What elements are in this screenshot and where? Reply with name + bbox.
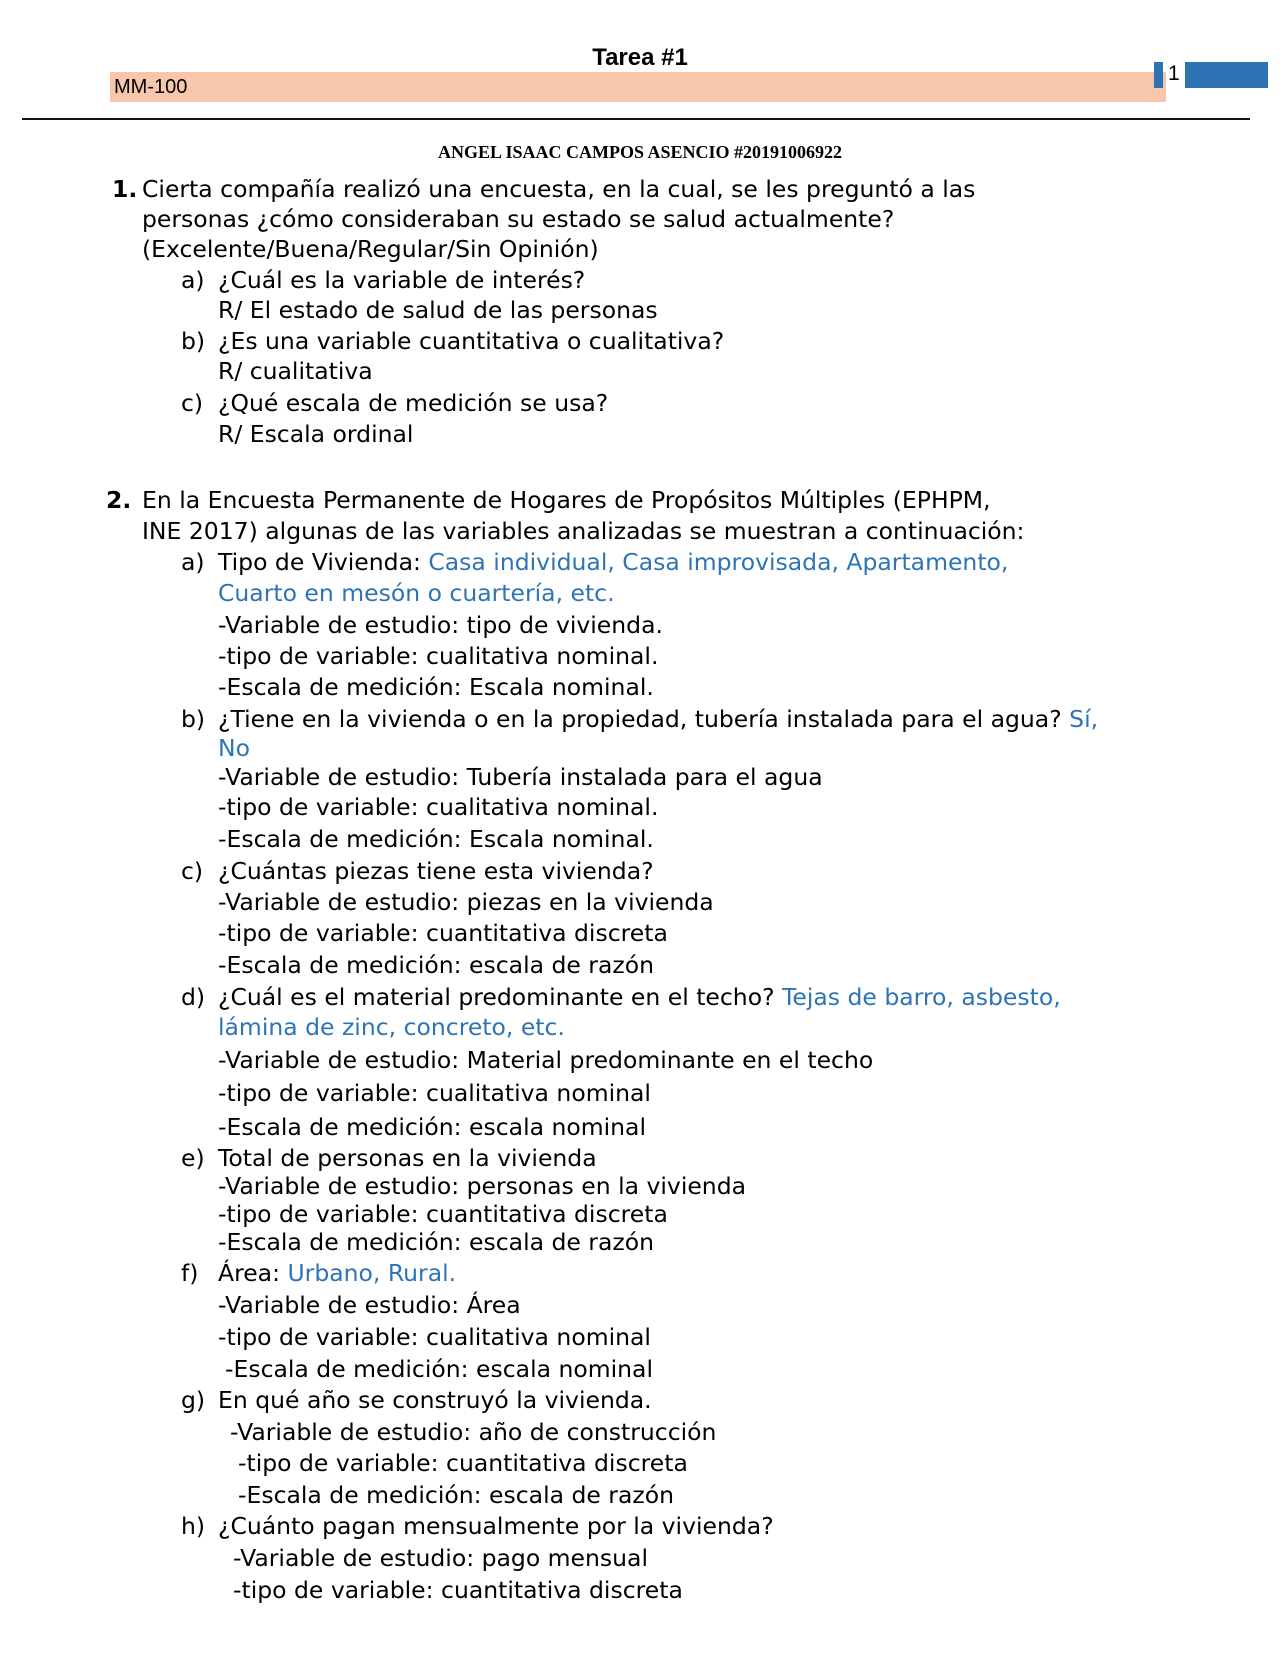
question-number: 1. bbox=[112, 175, 138, 203]
question-text-line: (Excelente/Buena/Regular/Sin Opinión) bbox=[142, 235, 599, 263]
sub-item-question: ¿Cuál es el material predominante en el techo? Tejas de barro, asbesto, bbox=[218, 983, 1061, 1011]
study-variable: -Variable de estudio: personas en la vivienda bbox=[218, 1172, 747, 1200]
sub-item-answer: R/ cualitativa bbox=[218, 357, 373, 385]
sub-item-question: Tipo de Vivienda: Casa individual, Casa improvisada, Apartamento, bbox=[218, 548, 1009, 576]
variable-type: -tipo de variable: cualitativa nominal bbox=[218, 1323, 651, 1351]
question-text-line: INE 2017) algunas de las variables analizadas se muestran a continuación: bbox=[142, 517, 1025, 545]
sub-item-question: ¿Tiene en la vivienda o en la propiedad, tubería instalada para el agua? Sí, bbox=[218, 705, 1099, 733]
sub-item-label: b) bbox=[181, 705, 206, 733]
study-variable: -Variable de estudio: Área bbox=[218, 1291, 521, 1319]
response-options: Sí, bbox=[1069, 705, 1099, 733]
sub-item-label: b) bbox=[181, 327, 206, 355]
response-options: Casa individual, Casa improvisada, Apartamento, bbox=[428, 548, 1009, 576]
measurement-scale: -Escala de medición: escala nominal bbox=[225, 1355, 653, 1383]
page-number: 1 bbox=[1168, 62, 1180, 85]
sub-item-answer: R/ Escala ordinal bbox=[218, 420, 414, 448]
study-variable: -Variable de estudio: pago mensual bbox=[233, 1544, 648, 1572]
measurement-scale: -Escala de medición: escala de razón bbox=[238, 1481, 674, 1509]
variable-type: -tipo de variable: cuantitativa discreta bbox=[218, 1200, 668, 1228]
sub-item-question: ¿Es una variable cuantitativa o cualitativa? bbox=[218, 327, 725, 355]
page-number-bar bbox=[1185, 62, 1268, 88]
measurement-scale: -Escala de medición: escala nominal bbox=[218, 1113, 646, 1141]
measurement-scale: -Escala de medición: escala de razón bbox=[218, 951, 654, 979]
response-options: Urbano, Rural. bbox=[287, 1259, 457, 1287]
study-variable: -Variable de estudio: Tubería instalada para el agua bbox=[218, 763, 823, 791]
response-options: Cuarto en mesón o cuartería, etc. bbox=[218, 579, 615, 607]
author-line: ANGEL ISAAC CAMPOS ASENCIO #20191006922 bbox=[437, 142, 843, 162]
sub-item-answer: R/ El estado de salud de las personas bbox=[218, 296, 658, 324]
study-variable: -Variable de estudio: Material predominante en el techo bbox=[218, 1046, 874, 1074]
sub-item-question: ¿Qué escala de medición se usa? bbox=[218, 389, 609, 417]
sub-item-label: f) bbox=[181, 1259, 199, 1287]
variable-type: -tipo de variable: cualitativa nominal. bbox=[218, 793, 659, 821]
study-variable: -Variable de estudio: piezas en la vivienda bbox=[218, 888, 714, 916]
document-title: Tarea #1 bbox=[592, 44, 688, 71]
measurement-scale: -Escala de medición: escala de razón bbox=[218, 1228, 654, 1256]
sub-item-question: ¿Cuál es la variable de interés? bbox=[218, 266, 586, 294]
sub-item-question: ¿Cuánto pagan mensualmente por la vivienda? bbox=[218, 1512, 774, 1540]
course-bar bbox=[110, 72, 1166, 102]
variable-type: -tipo de variable: cualitativa nominal. bbox=[218, 642, 659, 670]
sub-item-label: c) bbox=[181, 389, 204, 417]
question-number: 2. bbox=[106, 486, 132, 514]
sub-item-question: ¿Cuántas piezas tiene esta vivienda? bbox=[218, 857, 654, 885]
sub-item-label: e) bbox=[181, 1144, 205, 1172]
sub-item-question: En qué año se construyó la vivienda. bbox=[218, 1386, 652, 1414]
sub-item-label: a) bbox=[181, 548, 205, 576]
variable-type: -tipo de variable: cuantitativa discreta bbox=[218, 919, 668, 947]
sub-item-label: h) bbox=[181, 1512, 206, 1540]
sub-item-question: Total de personas en la vivienda bbox=[218, 1144, 597, 1172]
sub-item-label: d) bbox=[181, 983, 206, 1011]
sub-item-label: a) bbox=[181, 266, 205, 294]
sub-item-label: g) bbox=[181, 1386, 206, 1414]
study-variable: -Variable de estudio: año de construcción bbox=[230, 1418, 717, 1446]
variable-type: -tipo de variable: cualitativa nominal bbox=[218, 1079, 651, 1107]
measurement-scale: -Escala de medición: Escala nominal. bbox=[218, 825, 654, 853]
response-options: lámina de zinc, concreto, etc. bbox=[218, 1013, 565, 1041]
question-text-line: personas ¿cómo consideraban su estado se salud actualmente? bbox=[142, 205, 895, 233]
sub-item-question: Área: Urbano, Rural. bbox=[218, 1259, 457, 1287]
course-code: MM-100 bbox=[114, 76, 188, 98]
study-variable: -Variable de estudio: tipo de vivienda. bbox=[218, 611, 663, 639]
header-divider bbox=[22, 118, 1250, 120]
response-options: No bbox=[218, 734, 250, 762]
measurement-scale: -Escala de medición: Escala nominal. bbox=[218, 673, 654, 701]
response-options: Tejas de barro, asbesto, bbox=[782, 983, 1061, 1011]
sub-item-label: c) bbox=[181, 857, 204, 885]
question-text-line: Cierta compañía realizó una encuesta, en la cual, se les preguntó a las bbox=[142, 175, 976, 203]
variable-type: -tipo de variable: cuantitativa discreta bbox=[238, 1449, 688, 1477]
page-number-marker bbox=[1154, 62, 1163, 88]
question-text-line: En la Encuesta Permanente de Hogares de Propósitos Múltiples (EPHPM, bbox=[142, 486, 991, 514]
variable-type: -tipo de variable: cuantitativa discreta bbox=[233, 1576, 683, 1604]
